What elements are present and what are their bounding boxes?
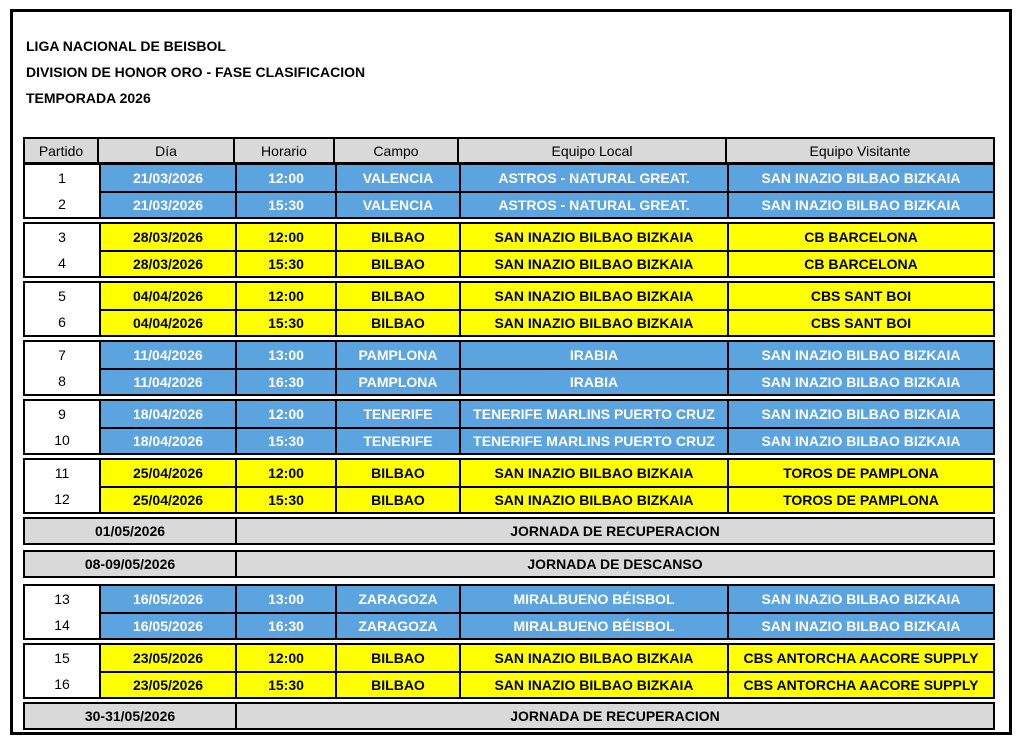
horario-cell: 15:30 xyxy=(235,486,335,512)
visitante-cell: SAN INAZIO BILBAO BIZKAIA xyxy=(727,401,993,427)
col-dia: Día xyxy=(99,137,235,164)
horario-cell: 12:00 xyxy=(235,283,335,309)
visitante-cell: TOROS DE PAMPLONA xyxy=(727,460,993,486)
horario-cell: 12:00 xyxy=(235,165,335,191)
horario-cell: 12:00 xyxy=(235,224,335,250)
dia-cell: 28/03/2026 xyxy=(99,250,235,276)
special-day-row xyxy=(23,702,995,730)
partido-cell: 3 xyxy=(25,224,99,250)
campo-cell: TENERIFE xyxy=(335,401,459,427)
visitante-cell: SAN INAZIO BILBAO BIZKAIA xyxy=(727,342,993,368)
dia-cell: 23/05/2026 xyxy=(99,645,235,671)
visitante-cell: SAN INAZIO BILBAO BIZKAIA xyxy=(727,165,993,191)
match-row xyxy=(25,486,993,512)
campo-cell: TENERIFE xyxy=(335,427,459,453)
match-row xyxy=(25,224,993,250)
match-row xyxy=(25,460,993,486)
match-row xyxy=(25,191,993,217)
visitante-cell: CBS SANT BOI xyxy=(727,283,993,309)
dia-cell: 11/04/2026 xyxy=(99,342,235,368)
horario-cell: 13:00 xyxy=(235,342,335,368)
partido-cell: 9 xyxy=(25,401,99,427)
col-equipo-local: Equipo Local xyxy=(459,137,727,164)
campo-cell: BILBAO xyxy=(335,309,459,335)
match-group xyxy=(23,584,995,640)
dia-cell: 21/03/2026 xyxy=(99,191,235,217)
horario-cell: 15:30 xyxy=(235,309,335,335)
special-day-row xyxy=(23,550,995,578)
partido-cell: 11 xyxy=(25,460,99,486)
partido-cell: 8 xyxy=(25,368,99,394)
horario-cell: 15:30 xyxy=(235,191,335,217)
match-row xyxy=(25,309,993,335)
dia-cell: 04/04/2026 xyxy=(99,283,235,309)
local-cell: MIRALBUENO BÉISBOL xyxy=(459,586,727,612)
special-date: 01/05/2026 xyxy=(25,519,237,543)
local-cell: TENERIFE MARLINS PUERTO CRUZ xyxy=(459,427,727,453)
match-row xyxy=(25,401,993,427)
visitante-cell: SAN INAZIO BILBAO BIZKAIA xyxy=(727,368,993,394)
local-cell: ASTROS - NATURAL GREAT. xyxy=(459,165,727,191)
match-group xyxy=(23,643,995,699)
dia-cell: 11/04/2026 xyxy=(99,368,235,394)
partido-cell: 16 xyxy=(25,671,99,697)
visitante-cell: CBS SANT BOI xyxy=(727,309,993,335)
campo-cell: ZARAGOZA xyxy=(335,612,459,638)
special-day-row xyxy=(23,517,995,545)
special-date: 30-31/05/2026 xyxy=(25,704,237,728)
campo-cell: BILBAO xyxy=(335,460,459,486)
local-cell: SAN INAZIO BILBAO BIZKAIA xyxy=(459,486,727,512)
partido-cell: 2 xyxy=(25,191,99,217)
match-group xyxy=(23,458,995,514)
visitante-cell: CB BARCELONA xyxy=(727,250,993,276)
local-cell: SAN INAZIO BILBAO BIZKAIA xyxy=(459,671,727,697)
campo-cell: PAMPLONA xyxy=(335,342,459,368)
visitante-cell: SAN INAZIO BILBAO BIZKAIA xyxy=(727,191,993,217)
special-description: JORNADA DE RECUPERACION xyxy=(237,519,993,543)
dia-cell: 16/05/2026 xyxy=(99,586,235,612)
horario-cell: 16:30 xyxy=(235,368,335,394)
match-row xyxy=(25,427,993,453)
partido-cell: 15 xyxy=(25,645,99,671)
horario-cell: 15:30 xyxy=(235,427,335,453)
horario-cell: 15:30 xyxy=(235,250,335,276)
col-horario: Horario xyxy=(235,137,335,164)
col-equipo-visitante: Equipo Visitante xyxy=(727,137,995,164)
dia-cell: 28/03/2026 xyxy=(99,224,235,250)
match-row xyxy=(25,165,993,191)
horario-cell: 12:00 xyxy=(235,645,335,671)
partido-cell: 10 xyxy=(25,427,99,453)
horario-cell: 12:00 xyxy=(235,460,335,486)
campo-cell: VALENCIA xyxy=(335,191,459,217)
partido-cell: 6 xyxy=(25,309,99,335)
horario-cell: 13:00 xyxy=(235,586,335,612)
visitante-cell: SAN INAZIO BILBAO BIZKAIA xyxy=(727,612,993,638)
partido-cell: 7 xyxy=(25,342,99,368)
local-cell: SAN INAZIO BILBAO BIZKAIA xyxy=(459,250,727,276)
campo-cell: BILBAO xyxy=(335,250,459,276)
local-cell: TENERIFE MARLINS PUERTO CRUZ xyxy=(459,401,727,427)
partido-cell: 5 xyxy=(25,283,99,309)
dia-cell: 25/04/2026 xyxy=(99,460,235,486)
local-cell: SAN INAZIO BILBAO BIZKAIA xyxy=(459,460,727,486)
partido-cell: 1 xyxy=(25,165,99,191)
dia-cell: 18/04/2026 xyxy=(99,401,235,427)
match-row xyxy=(25,283,993,309)
table-header xyxy=(23,137,995,164)
local-cell: SAN INAZIO BILBAO BIZKAIA xyxy=(459,283,727,309)
horario-cell: 15:30 xyxy=(235,671,335,697)
match-group xyxy=(23,399,995,455)
special-date: 08-09/05/2026 xyxy=(25,552,237,576)
campo-cell: BILBAO xyxy=(335,671,459,697)
match-group xyxy=(23,163,995,219)
campo-cell: VALENCIA xyxy=(335,165,459,191)
special-description: JORNADA DE DESCANSO xyxy=(237,552,993,576)
match-group xyxy=(23,222,995,278)
dia-cell: 04/04/2026 xyxy=(99,309,235,335)
campo-cell: BILBAO xyxy=(335,486,459,512)
local-cell: IRABIA xyxy=(459,342,727,368)
match-row xyxy=(25,250,993,276)
dia-cell: 21/03/2026 xyxy=(99,165,235,191)
match-row xyxy=(25,586,993,612)
horario-cell: 12:00 xyxy=(235,401,335,427)
partido-cell: 12 xyxy=(25,486,99,512)
campo-cell: BILBAO xyxy=(335,645,459,671)
partido-cell: 13 xyxy=(25,586,99,612)
local-cell: SAN INAZIO BILBAO BIZKAIA xyxy=(459,224,727,250)
local-cell: IRABIA xyxy=(459,368,727,394)
local-cell: SAN INAZIO BILBAO BIZKAIA xyxy=(459,645,727,671)
col-partido: Partido xyxy=(23,137,99,164)
match-group xyxy=(23,281,995,337)
local-cell: MIRALBUENO BÉISBOL xyxy=(459,612,727,638)
dia-cell: 18/04/2026 xyxy=(99,427,235,453)
visitante-cell: CBS ANTORCHA AACORE SUPPLY xyxy=(727,671,993,697)
campo-cell: ZARAGOZA xyxy=(335,586,459,612)
visitante-cell: CBS ANTORCHA AACORE SUPPLY xyxy=(727,645,993,671)
visitante-cell: CB BARCELONA xyxy=(727,224,993,250)
visitante-cell: SAN INAZIO BILBAO BIZKAIA xyxy=(727,586,993,612)
special-description: JORNADA DE RECUPERACION xyxy=(237,704,993,728)
league-title: LIGA NACIONAL DE BEISBOL xyxy=(26,38,226,54)
match-row xyxy=(25,368,993,394)
partido-cell: 4 xyxy=(25,250,99,276)
dia-cell: 23/05/2026 xyxy=(99,671,235,697)
col-campo: Campo xyxy=(335,137,459,164)
partido-cell: 14 xyxy=(25,612,99,638)
visitante-cell: SAN INAZIO BILBAO BIZKAIA xyxy=(727,427,993,453)
local-cell: SAN INAZIO BILBAO BIZKAIA xyxy=(459,309,727,335)
dia-cell: 16/05/2026 xyxy=(99,612,235,638)
match-row xyxy=(25,645,993,671)
local-cell: ASTROS - NATURAL GREAT. xyxy=(459,191,727,217)
season-title: TEMPORADA 2026 xyxy=(26,90,151,106)
campo-cell: PAMPLONA xyxy=(335,368,459,394)
match-group xyxy=(23,340,995,396)
match-row xyxy=(25,671,993,697)
dia-cell: 25/04/2026 xyxy=(99,486,235,512)
match-row xyxy=(25,612,993,638)
division-title: DIVISION DE HONOR ORO - FASE CLASIFICACION xyxy=(26,64,366,80)
match-row xyxy=(25,342,993,368)
campo-cell: BILBAO xyxy=(335,224,459,250)
campo-cell: BILBAO xyxy=(335,283,459,309)
horario-cell: 16:30 xyxy=(235,612,335,638)
visitante-cell: TOROS DE PAMPLONA xyxy=(727,486,993,512)
